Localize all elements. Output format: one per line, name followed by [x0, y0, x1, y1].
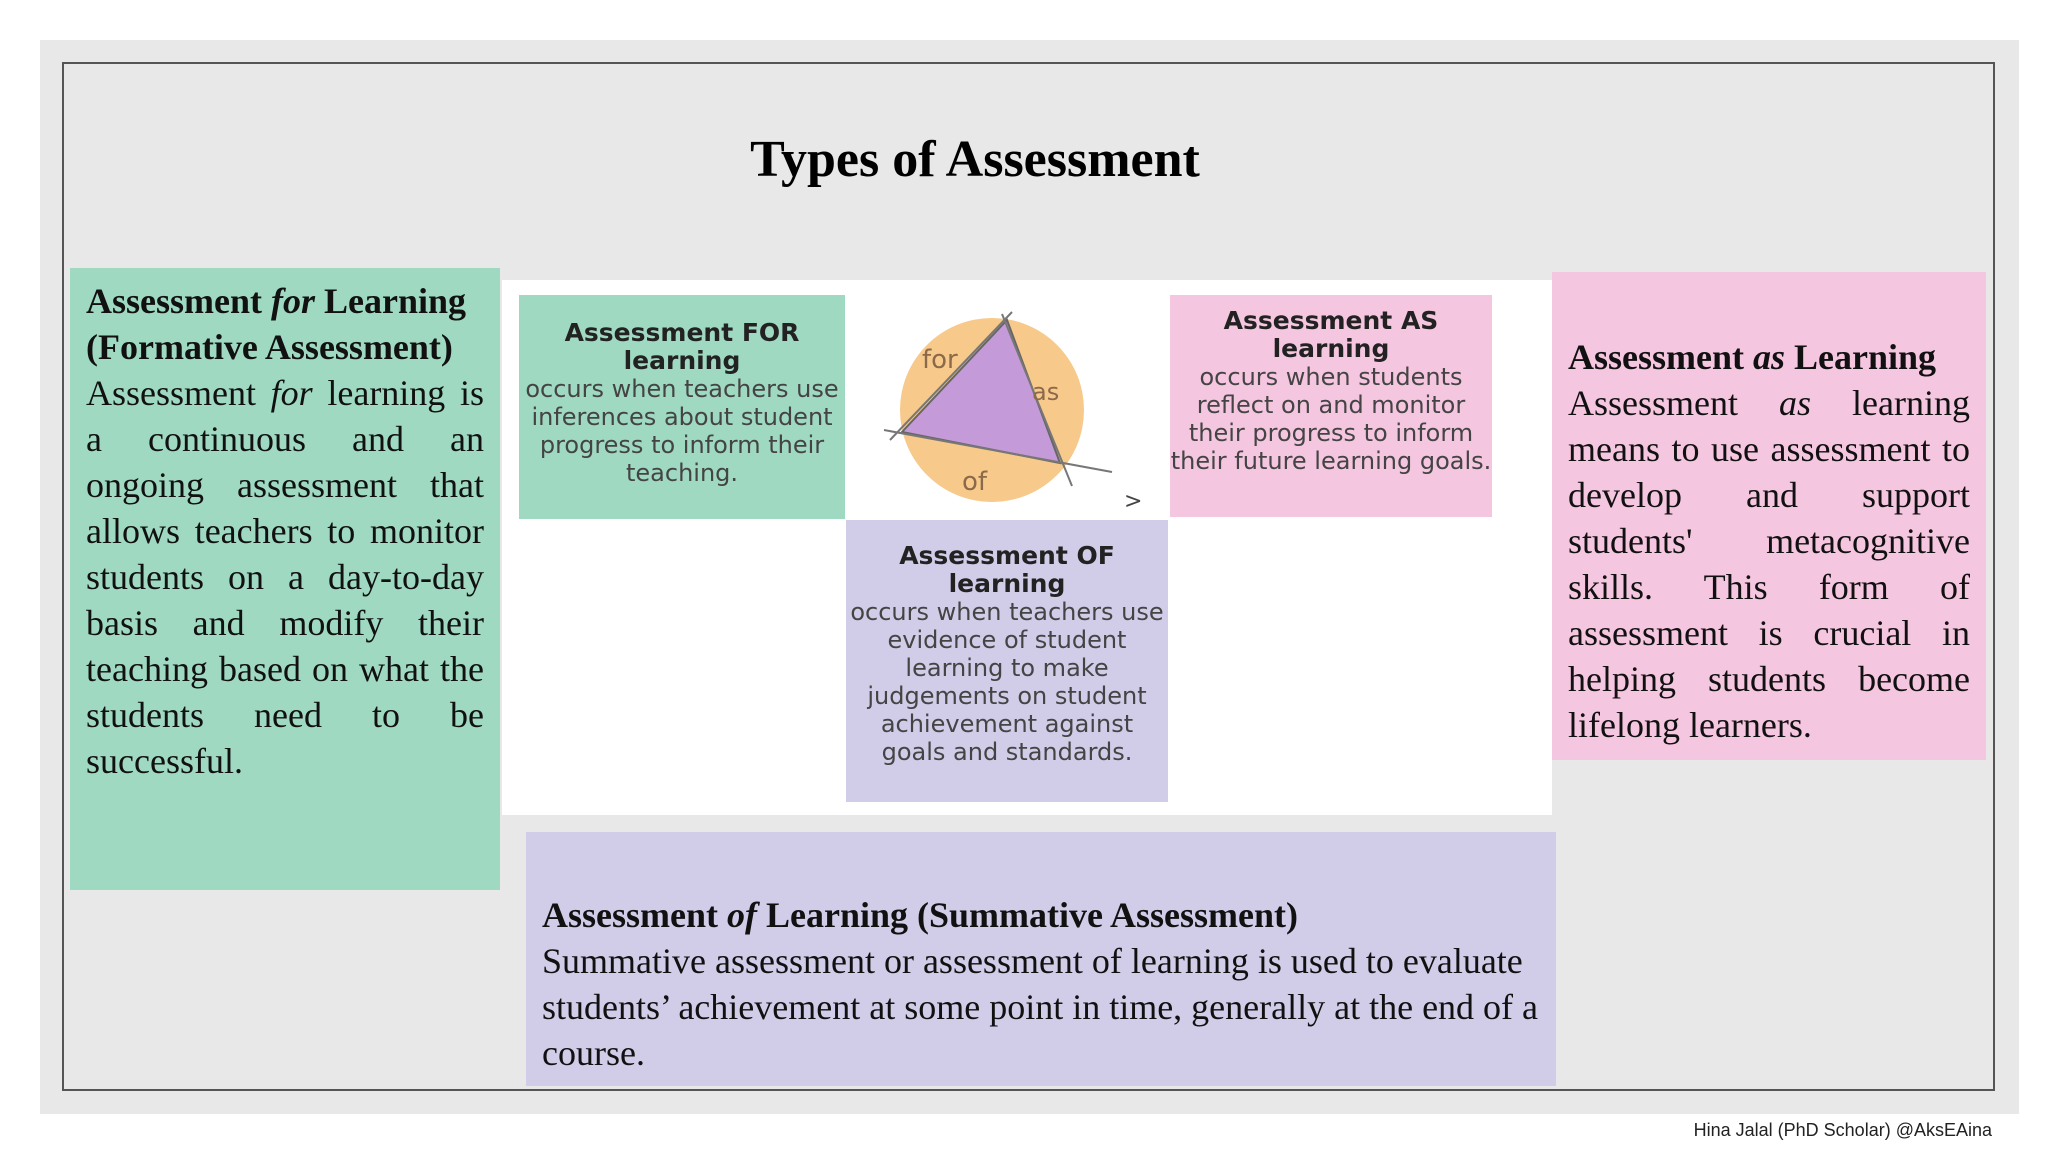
assessment-of-learning-box [526, 832, 1556, 1086]
diagram-card-of [846, 520, 1168, 802]
triangle-diagram [862, 300, 1162, 520]
card-as-text: occurs when students reflect on and monitor their progress to inform their future learning goals. [1170, 363, 1492, 475]
triangle-label-as: as [1032, 378, 1060, 406]
card-as-title: Assessment AS learning [1223, 306, 1439, 363]
slide-title: Types of Assessment [750, 131, 1200, 188]
diagram-card-as [1170, 295, 1492, 517]
for-box-heading: Assessment for Learning (Formative Assessment) [86, 281, 467, 367]
for-box-body: Assessment for learning is a continuous and an ongoing assessment that allows teachers to monitor students on a day-to-day basis and modify their teaching based on what the students need to be successful. [86, 373, 484, 781]
of-box-body: Summative assessment or assessment of learning is used to evaluate students’ achievement at some point in time, generally at the end of a course. [542, 941, 1539, 1073]
triangle-label-of: of [962, 467, 988, 497]
as-box-heading: Assessment as Learning [1568, 337, 1937, 377]
card-of-title: Assessment OF learning [899, 541, 1115, 598]
triangle-label-for: for [922, 345, 958, 375]
assessment-for-learning-box [70, 268, 500, 890]
as-box-body: Assessment as learning means to use assessment to develop and support students' metacognitive skills. This form of assessment is crucial in helping students become lifelong learners. [1568, 383, 1970, 745]
card-for-text: occurs when teachers use inferences about student progress to inform their teaching. [525, 375, 839, 487]
assessment-diagram [502, 280, 1552, 815]
author-credit: Hina Jalal (PhD Scholar) @AksEAina [1693, 1120, 1992, 1140]
diagram-card-for [519, 295, 845, 519]
assessment-as-learning-box [1552, 272, 1986, 760]
of-box-heading: Assessment of Learning (Summative Assessment) [542, 895, 1298, 935]
card-of-text: occurs when teachers use evidence of student learning to make judgements on student achievement against goals and standards. [850, 598, 1164, 766]
arrow-icon: > [1124, 489, 1143, 514]
card-for-title: Assessment FOR learning [564, 318, 800, 375]
